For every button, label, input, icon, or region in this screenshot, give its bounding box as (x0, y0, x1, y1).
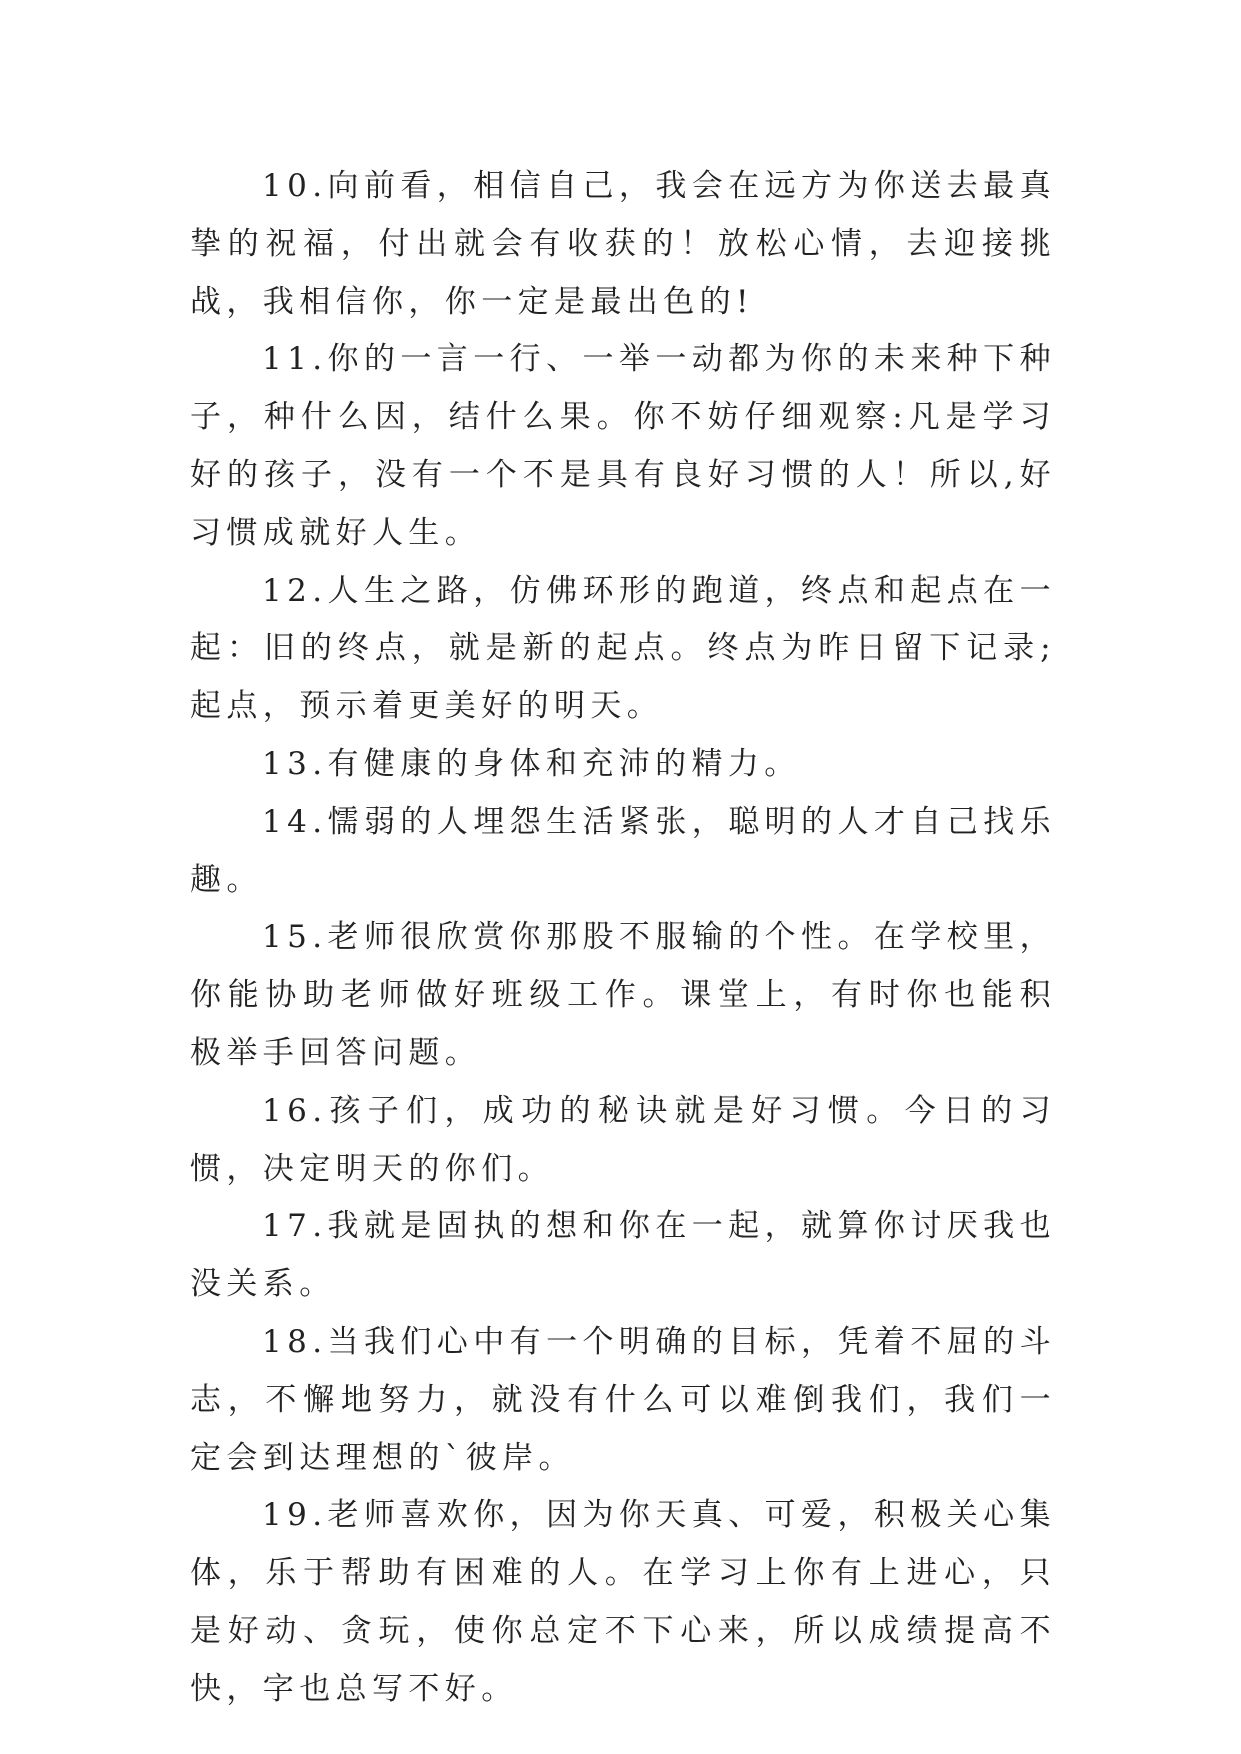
paragraph-18: 18.当我们心中有一个明确的目标，凭着不屈的斗志，不懈地努力，就没有什么可以难倒我们，我们一定会到达理想的`彼岸。 (190, 1323, 1056, 1476)
document-page (190, 158, 1056, 1719)
paragraph-19: 19.老师喜欢你，因为你天真、可爱，积极关心集体，乐于帮助有困难的人。在学习上你有上进心，只是好动、贪玩，使你总定不下心来，所以成绩提高不快，字也总写不好。 (190, 1497, 1056, 1707)
paragraph-13: 13.有健康的身体和充沛的精力。 (262, 745, 801, 782)
paragraph-12: 12.人生之路，仿佛环形的跑道，终点和起点在一起：旧的终点，就是新的起点。终点为昨日留下记录;起点，预示着更美好的明天。 (190, 572, 1056, 725)
paragraph-17: 17.我就是固执的想和你在一起，就算你讨厌我也没关系。 (190, 1208, 1056, 1303)
paragraph-11: 11.你的一言一行、一举一动都为你的未来种下种子，种什么因，结什么果。你不妨仔细观察:凡是学习好的孩子，没有一个不是具有良好习惯的人！所以,好习惯成就好人生。 (190, 341, 1056, 551)
paragraph-14: 14.懦弱的人埋怨生活紧张，聪明的人才自己找乐趣。 (190, 803, 1056, 898)
paragraph-10: 10.向前看，相信自己，我会在远方为你送去最真挚的祝福，付出就会有收获的！放松心情，去迎接挑战，我相信你，你一定是最出色的! (190, 168, 1056, 320)
paragraph-16: 16.孩子们，成功的秘诀就是好习惯。今日的习惯，决定明天的你们。 (190, 1092, 1056, 1187)
paragraph-15: 15.老师很欣赏你那股不服输的个性。在学校里，你能协助老师做好班级工作。课堂上，有时你也能积极举手回答问题。 (190, 919, 1056, 1071)
